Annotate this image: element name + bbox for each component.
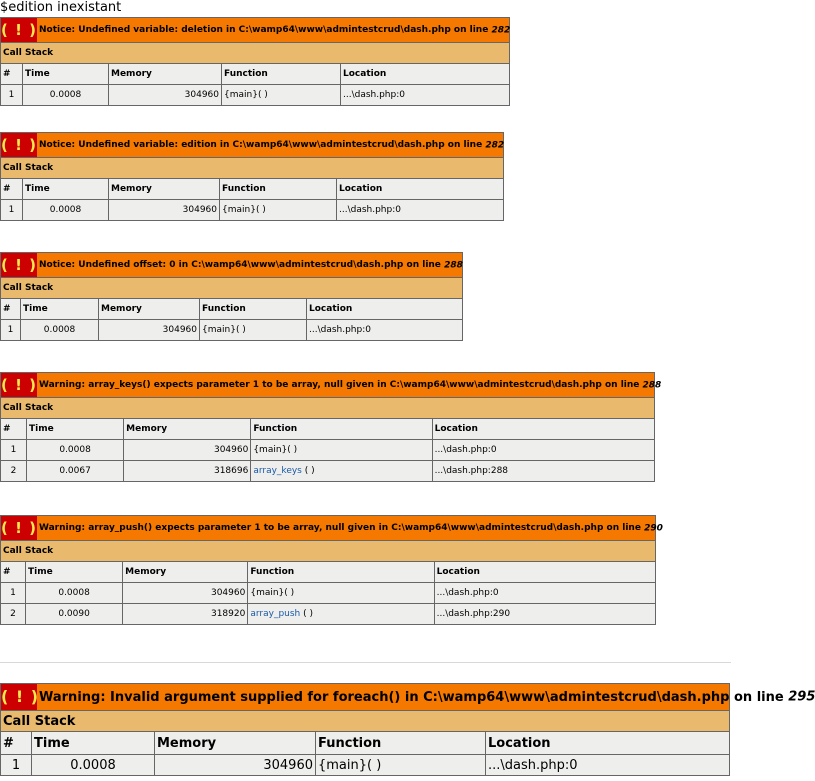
table-row xyxy=(1,583,656,604)
call-stack-label: Call Stack xyxy=(1,711,730,732)
error-line-number: 290 xyxy=(644,523,663,534)
cell-time: 0.0008 xyxy=(27,440,124,461)
col-header-function: Function xyxy=(222,64,341,85)
cell-location: ...\dash.php:290 xyxy=(434,604,655,625)
col-header-num: # xyxy=(1,419,27,440)
col-header-memory: Memory xyxy=(155,732,316,755)
col-header-function: Function xyxy=(200,299,307,320)
call-stack-label: Call Stack xyxy=(1,398,655,419)
error-message: Notice: Undefined offset: 0 in C:\wamp64\www\admintestcrud\dash.php on line xyxy=(39,260,445,270)
cell-location: ...\dash.php:0 xyxy=(341,85,510,106)
cell-location: ...\dash.php:0 xyxy=(307,320,463,341)
col-header-time: Time xyxy=(26,562,123,583)
col-header-location: Location xyxy=(307,299,463,320)
col-header-time: Time xyxy=(21,299,99,320)
error-line-number: 282 xyxy=(485,140,505,151)
error-message-row xyxy=(1,18,510,43)
call-stack-label: Call Stack xyxy=(1,158,504,179)
call-stack-label: Call Stack xyxy=(1,43,510,64)
warning-icon: ( ! ) xyxy=(1,373,37,397)
error-line-number: 288 xyxy=(444,260,463,271)
cell-time: 0.0090 xyxy=(26,604,123,625)
cell-time: 0.0008 xyxy=(32,755,155,776)
cell-num: 1 xyxy=(1,755,32,776)
cell-memory: 318920 xyxy=(123,604,248,625)
cell-location: ...\dash.php:0 xyxy=(337,200,504,221)
cell-function: {main}( ) xyxy=(248,583,434,604)
error-table-6 xyxy=(0,683,815,776)
cell-function xyxy=(251,461,432,482)
error-message: Warning: array_push() expects parameter 1 to be array, null given in C:\wamp64\www\admintestcrud\dash.php on line xyxy=(39,523,645,533)
call-stack-label: Call Stack xyxy=(1,541,656,562)
error-table-3 xyxy=(0,252,463,341)
col-header-location: Location xyxy=(337,179,504,200)
error-message-row xyxy=(1,253,463,278)
col-header-num: # xyxy=(1,562,26,583)
table-row xyxy=(1,200,504,221)
col-header-location: Location xyxy=(486,732,730,755)
error-table-4 xyxy=(0,372,662,482)
cell-function: {main}( ) xyxy=(200,320,307,341)
warning-icon: ( ! ) xyxy=(1,253,37,277)
divider xyxy=(0,662,731,663)
col-header-time: Time xyxy=(23,64,109,85)
error-message-row xyxy=(1,684,815,711)
error-message: Warning: Invalid argument supplied for foreach() in C:\wamp64\www\admintestcrud\dash.php on line xyxy=(39,689,789,705)
col-header-time: Time xyxy=(32,732,155,755)
cell-location: ...\dash.php:0 xyxy=(432,440,654,461)
cell-num: 1 xyxy=(1,200,23,221)
col-header-function: Function xyxy=(248,562,434,583)
cell-memory: 304960 xyxy=(123,583,248,604)
col-header-num: # xyxy=(1,64,23,85)
error-message: Notice: Undefined variable: deletion in C:\wamp64\www\admintestcrud\dash.php on line xyxy=(39,25,492,35)
warning-icon: ( ! ) xyxy=(1,516,37,540)
cell-num: 1 xyxy=(1,85,23,106)
error-table-1 xyxy=(0,17,510,106)
col-header-memory: Memory xyxy=(109,64,222,85)
cell-num: 1 xyxy=(1,583,26,604)
function-parens: ( ) xyxy=(300,609,314,619)
col-header-num: # xyxy=(1,179,23,200)
error-message: Warning: array_keys() expects parameter 1 to be array, null given in C:\wamp64\www\admintestcrud\dash.php on line xyxy=(39,380,643,390)
cell-memory: 318696 xyxy=(124,461,251,482)
cell-memory: 304960 xyxy=(109,85,222,106)
col-header-location: Location xyxy=(434,562,655,583)
col-header-location: Location xyxy=(432,419,654,440)
col-header-memory: Memory xyxy=(109,179,220,200)
warning-icon: ( ! ) xyxy=(1,684,37,710)
error-table-2 xyxy=(0,132,504,221)
table-row xyxy=(1,461,655,482)
cell-time: 0.0067 xyxy=(27,461,124,482)
cell-location: ...\dash.php:288 xyxy=(432,461,654,482)
function-doc-link[interactable]: array_keys xyxy=(253,466,302,476)
call-stack-label: Call Stack xyxy=(1,278,463,299)
cell-time: 0.0008 xyxy=(21,320,99,341)
col-header-time: Time xyxy=(23,179,109,200)
col-header-time: Time xyxy=(27,419,124,440)
error-line-number: 282 xyxy=(491,25,511,36)
cell-num: 2 xyxy=(1,461,27,482)
cell-time: 0.0008 xyxy=(26,583,123,604)
col-header-memory: Memory xyxy=(123,562,248,583)
table-row xyxy=(1,755,730,776)
cell-time: 0.0008 xyxy=(23,200,109,221)
cell-memory: 304960 xyxy=(109,200,220,221)
cell-function: {main}( ) xyxy=(222,85,341,106)
function-doc-link[interactable]: array_push xyxy=(250,609,301,619)
cell-time: 0.0008 xyxy=(23,85,109,106)
error-line-number: 295 xyxy=(788,689,815,705)
warning-icon: ( ! ) xyxy=(1,18,37,42)
error-line-number: 288 xyxy=(642,380,662,391)
col-header-function: Function xyxy=(251,419,432,440)
error-message-row xyxy=(1,516,663,541)
page-message: $edition inexistant xyxy=(0,0,122,15)
cell-memory: 304960 xyxy=(155,755,316,776)
col-header-memory: Memory xyxy=(99,299,200,320)
cell-function: {main}( ) xyxy=(220,200,337,221)
col-header-memory: Memory xyxy=(124,419,251,440)
table-row xyxy=(1,320,463,341)
col-header-location: Location xyxy=(341,64,510,85)
cell-location: ...\dash.php:0 xyxy=(486,755,730,776)
error-message-row xyxy=(1,133,504,158)
function-parens: ( ) xyxy=(301,466,315,476)
cell-function: {main}( ) xyxy=(251,440,432,461)
error-message-row xyxy=(1,373,662,398)
table-row xyxy=(1,440,655,461)
cell-memory: 304960 xyxy=(99,320,200,341)
cell-function xyxy=(248,604,434,625)
cell-memory: 304960 xyxy=(124,440,251,461)
table-row xyxy=(1,85,510,106)
col-header-function: Function xyxy=(220,179,337,200)
error-table-5 xyxy=(0,515,663,625)
error-message: Notice: Undefined variable: edition in C:\wamp64\www\admintestcrud\dash.php on line xyxy=(39,140,486,150)
cell-location: ...\dash.php:0 xyxy=(434,583,655,604)
col-header-num: # xyxy=(1,299,21,320)
cell-function: {main}( ) xyxy=(316,755,486,776)
col-header-function: Function xyxy=(316,732,486,755)
warning-icon: ( ! ) xyxy=(1,133,37,157)
cell-num: 1 xyxy=(1,320,21,341)
cell-num: 2 xyxy=(1,604,26,625)
table-row xyxy=(1,604,656,625)
col-header-num: # xyxy=(1,732,32,755)
cell-num: 1 xyxy=(1,440,27,461)
